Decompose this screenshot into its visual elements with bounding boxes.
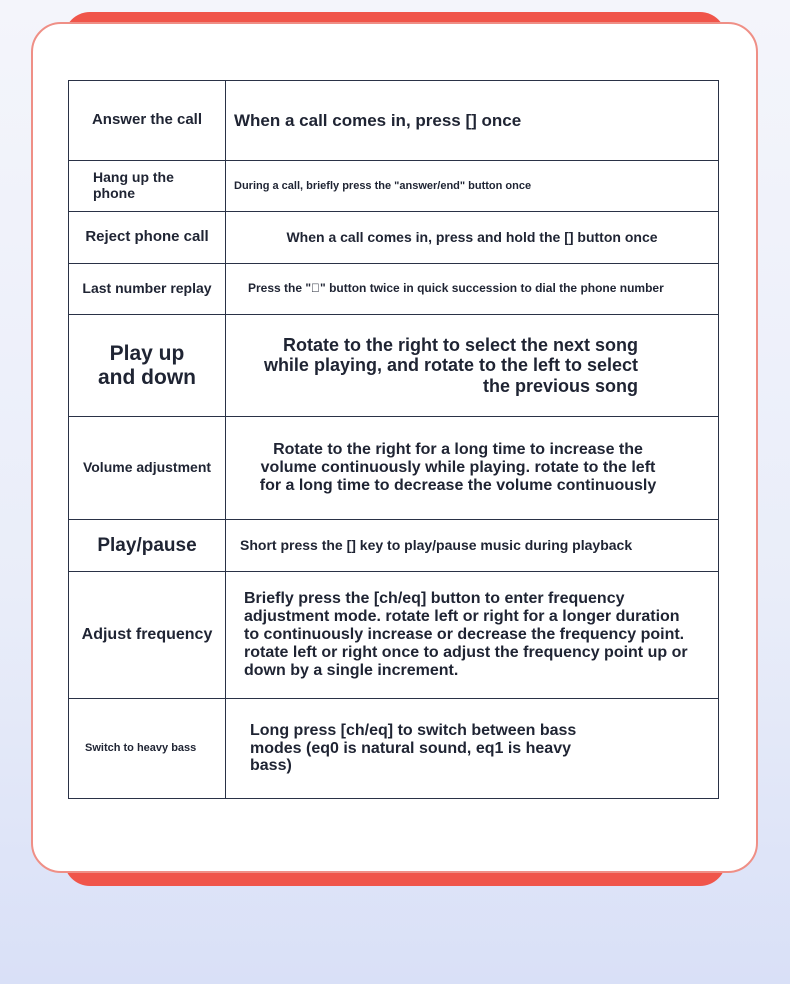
- function-description: During a call, briefly press the "answer/end" button once: [226, 161, 719, 212]
- function-label: Switch to heavy bass: [69, 699, 226, 799]
- function-label: Reject phone call: [69, 212, 226, 264]
- function-table: [68, 80, 719, 799]
- function-label: Answer the call: [69, 81, 226, 161]
- function-description: Rotate to the right to select the next song while playing, and rotate to the left to select the previous song: [226, 315, 719, 417]
- function-description: Short press the [] key to play/pause music during playback: [226, 520, 719, 572]
- table-row: [69, 699, 719, 799]
- function-description: Long press [ch/eq] to switch between bass modes (eq0 is natural sound, eq1 is heavy bass): [226, 699, 719, 799]
- table-row: [69, 161, 719, 212]
- table-row: [69, 264, 719, 315]
- function-description: Press the " " button twice in quick succession to dial the phone number: [226, 264, 719, 315]
- function-label: Play/pause: [69, 520, 226, 572]
- function-label: Volume adjustment: [69, 417, 226, 520]
- function-label: Hang up the phone: [69, 161, 226, 212]
- table-row: [69, 81, 719, 161]
- function-description: When a call comes in, press and hold the [] button once: [226, 212, 719, 264]
- function-description: When a call comes in, press [] once: [226, 81, 719, 161]
- function-label: Play up and down: [69, 315, 226, 417]
- function-description: Briefly press the [ch/eq] button to enter frequency adjustment mode. rotate left or right for a longer duration to continuously increase or decrease the frequency point. rotate left or right once to adjust the frequency point up or down by a single increment.: [226, 572, 719, 699]
- function-description: Rotate to the right for a long time to increase the volume continuously while playing. rotate to the left for a long time to decrease the volume continuously: [226, 417, 719, 520]
- table-row: [69, 417, 719, 520]
- table-row: [69, 520, 719, 572]
- table-row: [69, 572, 719, 699]
- function-label: Last number replay: [69, 264, 226, 315]
- table-row: [69, 315, 719, 417]
- function-label: Adjust frequency: [69, 572, 226, 699]
- table-row: [69, 212, 719, 264]
